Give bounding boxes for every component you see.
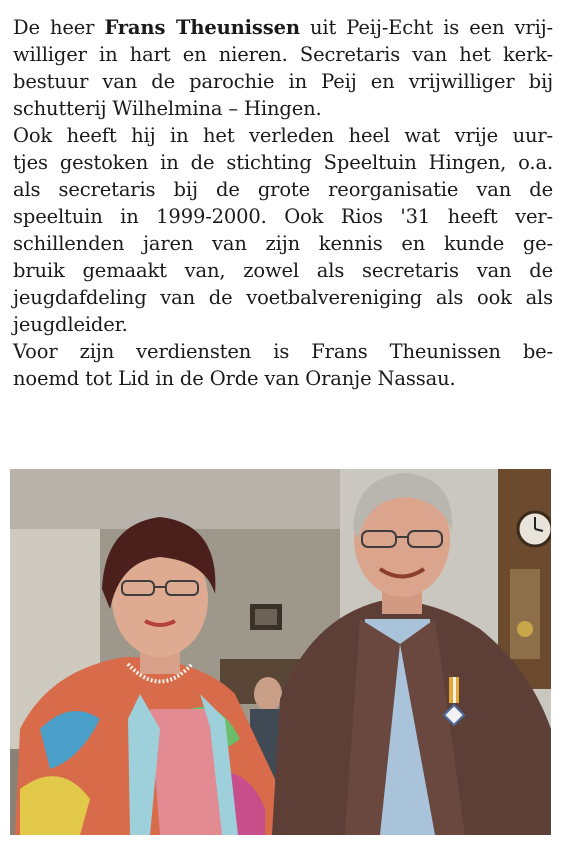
text-line: jeugdleider. [13,313,128,336]
text-line [13,14,553,41]
paragraph-2 [13,122,553,338]
text-line: schillenden jaren van zijn kennis en kunde ge- [13,232,553,255]
text-line: noemd tot Lid in de Orde van Oranje Nassau. [13,367,456,390]
text-line: Voor zijn verdiensten is Frans Theunissen be- [13,340,553,363]
text-line: jeugdafdeling van de voetbalvereniging als ook als [13,286,553,309]
photo-illustration [10,469,551,835]
background-person [254,677,282,711]
text-line: schutterij Wilhelmina – Hingen. [13,97,322,120]
text-line: williger in hart en nieren. Secretaris van het kerk- [13,43,553,66]
ceiling [10,469,340,529]
person-name: Frans Theunissen [104,16,300,39]
text-line: tjes gestoken in de stichting Speeltuin Hingen, o.a. [13,151,553,174]
lead-rest: uit Peij-Echt is een vrij- [309,16,553,39]
text-line: bruik gemaakt van, zowel als secretaris van de [13,259,553,282]
text-line: als secretaris bij de grote reorganisatie van de [13,178,553,201]
text-line: speeltuin in 1999-2000. Ook Rios '31 heeft ver- [13,205,553,228]
article-text [13,14,553,392]
text-line: Ook heeft hij in het verleden heel wat vrije uur- [13,124,553,147]
paragraph-1 [13,14,553,122]
article-photo [10,469,551,835]
paragraph-3 [13,338,553,392]
lead-text: De heer [13,16,95,39]
text-line: bestuur van de parochie in Peij en vrijwilliger bij [13,70,553,93]
